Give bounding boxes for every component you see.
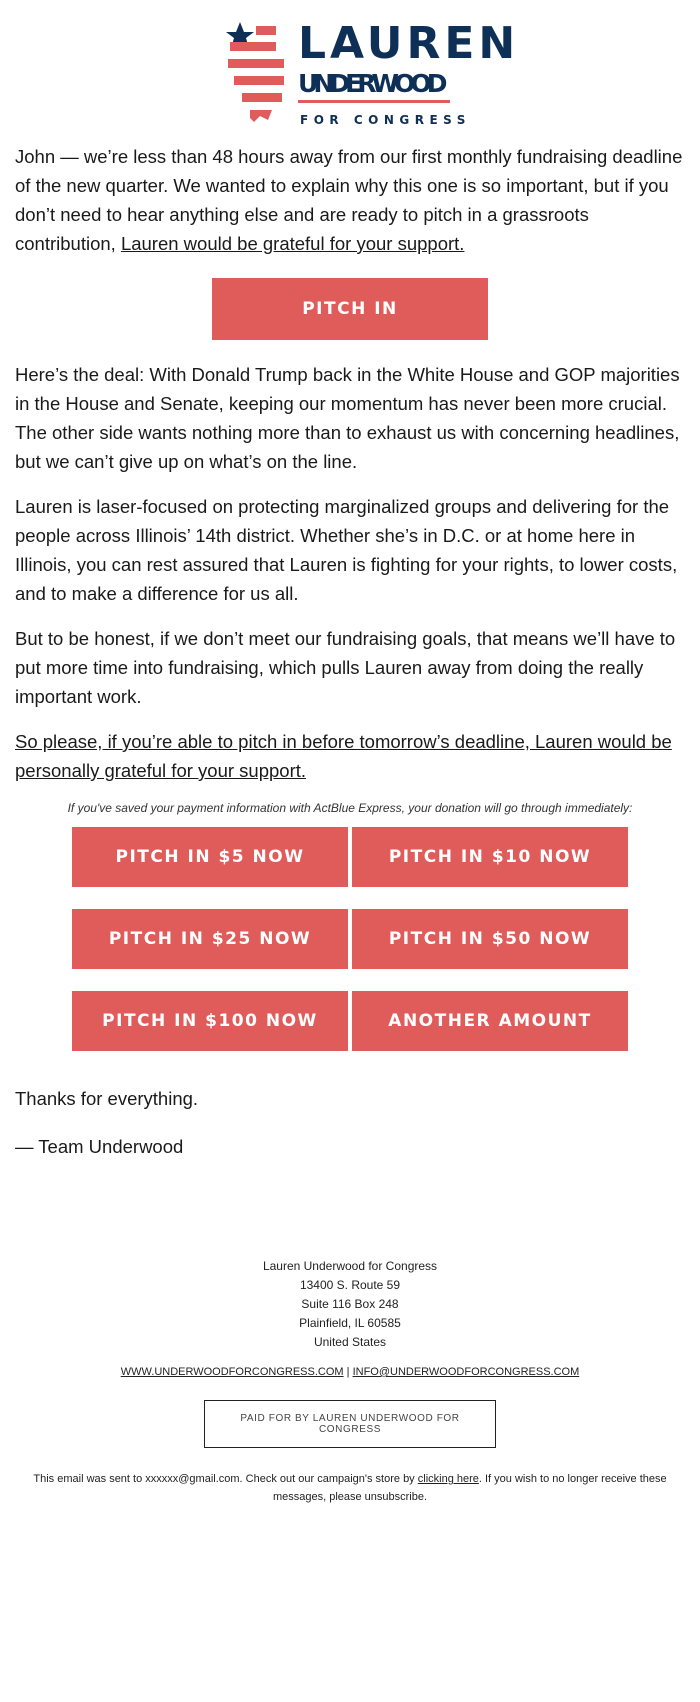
- unsubscribe-notice: [30, 1470, 670, 1506]
- logo-tagline: FOR CONGRESS: [300, 113, 471, 127]
- support-link[interactable]: Lauren would be grateful for your support.: [120, 233, 465, 254]
- signoff: [0, 1085, 700, 1161]
- logo-mark: [220, 18, 520, 134]
- address-org: Lauren Underwood for Congress: [262, 1259, 438, 1273]
- team-signature: — Team Underwood: [15, 1136, 184, 1157]
- pitch-in-10-button[interactable]: PITCH IN $10 NOW: [352, 827, 628, 887]
- logo-name-line1: LAUREN: [298, 18, 520, 69]
- appeal-link[interactable]: So please, if you’re able to pitch in before tomorrow’s deadline, Lauren would be personally grateful for your support.: [15, 731, 672, 781]
- email-body-continued: [0, 360, 700, 785]
- mailing-address: [0, 1257, 700, 1352]
- address-suite: Suite 116 Box 248: [301, 1297, 399, 1311]
- sent-suffix: . If you wish to no longer receive these messages, please unsubscribe.: [272, 1473, 667, 1503]
- illinois-flag-icon: [226, 22, 284, 122]
- pitch-in-5-button[interactable]: PITCH IN $5 NOW: [72, 827, 348, 887]
- intro-paragraph: [15, 142, 685, 258]
- paragraph-honest: But to be honest, if we don’t meet our fundraising goals, that means we’ll have to put more time into fundraising, which pulls Lauren away from doing the really important work.: [15, 628, 676, 707]
- campaign-logo[interactable]: [0, 0, 700, 142]
- link-separator: |: [346, 1366, 350, 1378]
- address-street: 13400 S. Route 59: [299, 1278, 401, 1292]
- website-link[interactable]: WWW.UNDERWOODFORCONGRESS.COM: [120, 1366, 344, 1378]
- store-link[interactable]: clicking here: [417, 1473, 479, 1485]
- address-city: Plainfield, IL 60585: [299, 1316, 401, 1330]
- thanks-text: Thanks for everything.: [15, 1088, 199, 1109]
- email-link[interactable]: INFO@UNDERWOODFORCONGRESS.COM: [352, 1366, 580, 1378]
- pitch-in-100-button[interactable]: PITCH IN $100 NOW: [72, 991, 348, 1051]
- logo-name-line2: UNDERWOOD: [298, 69, 448, 98]
- logo-underline: [298, 100, 450, 103]
- paid-for-disclaimer: PAID FOR BY LAUREN UNDERWOOD FOR CONGRESS: [204, 1400, 496, 1448]
- email-body: [0, 142, 700, 258]
- sent-prefix: This email was sent to xxxxxx@gmail.com. Check out our campaign's store by: [33, 1473, 418, 1485]
- intro-text: John — we’re less than 48 hours away from our first monthly fundraising deadline of the new quarter. We wanted to explain why this one is so important, but if you don’t need to hear anything else and are ready to pitch in a grassroots contribution,: [15, 146, 683, 254]
- paragraph-deal: Here’s the deal: With Donald Trump back in the White House and GOP majorities in the House and Senate, keeping our momentum has never been more crucial. The other side wants nothing more than to exhaust us with concerning headlines, but we can’t give up on what’s on the line.: [15, 364, 680, 472]
- pitch-in-button[interactable]: PITCH IN: [212, 278, 488, 340]
- paragraph-lauren-focus: Lauren is laser-focused on protecting marginalized groups and delivering for the people across Illinois’ 14th district. Whether she’s in D.C. or at home here in Illinois, you can rest assured that Lauren is fighting for your rights, to lower costs, and to make a difference for us all.: [15, 496, 678, 604]
- actblue-express-note: If you've saved your payment information with ActBlue Express, your donation will go through immediately:: [67, 801, 633, 815]
- pitch-in-50-button[interactable]: PITCH IN $50 NOW: [352, 909, 628, 969]
- another-amount-button[interactable]: ANOTHER AMOUNT: [352, 991, 628, 1051]
- appeal-paragraph: [15, 727, 685, 785]
- address-country: United States: [313, 1335, 387, 1349]
- amount-button-grid: [72, 827, 628, 1051]
- email-footer: [0, 1257, 700, 1506]
- pitch-in-25-button[interactable]: PITCH IN $25 NOW: [72, 909, 348, 969]
- footer-links: [0, 1366, 700, 1378]
- cta-wrapper: [0, 278, 700, 340]
